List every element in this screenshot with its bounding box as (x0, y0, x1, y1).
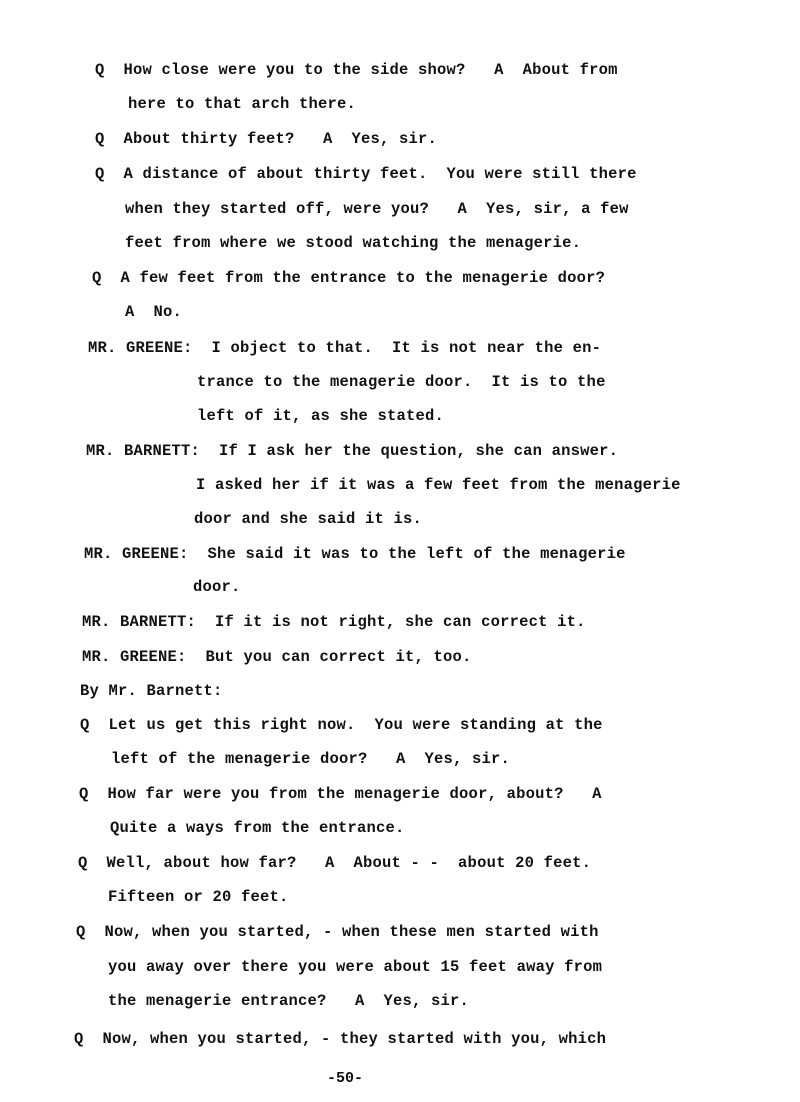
transcript-line: MR. GREENE: She said it was to the left of the menagerie (84, 545, 626, 563)
transcript-line: Q Let us get this right now. You were standing at the (80, 716, 603, 734)
transcript-line: Q How close were you to the side show? A About from (95, 61, 618, 79)
transcript-line: A No. (125, 303, 183, 321)
transcript-line: Q Well, about how far? A About - - about 20 feet. (78, 854, 592, 872)
transcript-line: Quite a ways from the entrance. (110, 819, 405, 837)
transcript-line: I asked her if it was a few feet from the menagerie (196, 476, 681, 494)
transcript-line: the menagerie entrance? A Yes, sir. (108, 992, 470, 1010)
transcript-line: left of the menagerie door? A Yes, sir. (111, 750, 511, 768)
transcript-line: here to that arch there. (128, 95, 357, 113)
transcript-line: By Mr. Barnett: (80, 682, 223, 700)
transcript-line: you away over there you were about 15 feet away from (108, 958, 603, 976)
transcript-line: MR. GREENE: I object to that. It is not near the en- (88, 339, 602, 357)
transcript-line: Q A few feet from the entrance to the menagerie door? (92, 269, 606, 287)
transcript-line: door. (193, 578, 241, 596)
transcript-line: MR. BARNETT: If it is not right, she can correct it. (82, 613, 586, 631)
transcript-line: MR. GREENE: But you can correct it, too. (82, 648, 472, 666)
transcript-line: Q Now, when you started, - when these men started with (76, 923, 599, 941)
transcript-line: MR. BARNETT: If I ask her the question, she can answer. (86, 442, 619, 460)
transcript-line: door and she said it is. (194, 510, 423, 528)
transcript-line: Q A distance of about thirty feet. You were still there (95, 165, 637, 183)
transcript-line: left of it, as she stated. (197, 407, 445, 425)
transcript-line: Q How far were you from the menagerie door, about? A (79, 785, 602, 803)
transcript-line: Q About thirty feet? A Yes, sir. (95, 130, 438, 148)
transcript-line: Q Now, when you started, - they started with you, which (74, 1030, 607, 1048)
transcript-line: trance to the menagerie door. It is to the (197, 373, 606, 391)
transcript-line: when they started off, were you? A Yes, sir, a few (125, 200, 629, 218)
transcript-line: Fifteen or 20 feet. (108, 888, 289, 906)
transcript-line: feet from where we stood watching the menagerie. (125, 234, 582, 252)
page-number: -50- (327, 1070, 364, 1087)
